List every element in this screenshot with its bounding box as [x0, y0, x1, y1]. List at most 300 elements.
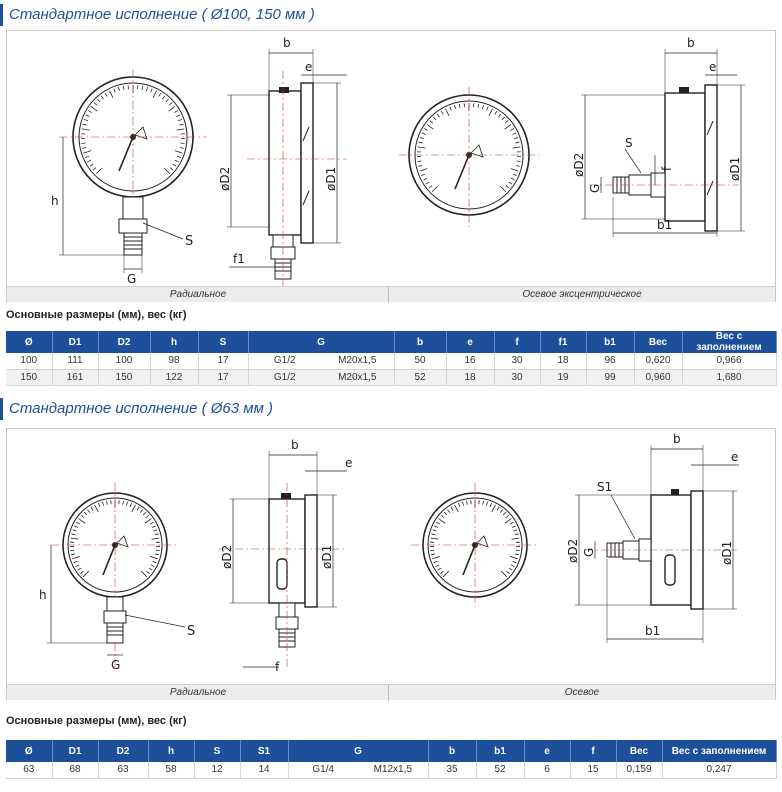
dial-tick: [74, 561, 78, 563]
dial-tick: [118, 87, 119, 91]
dial-tick: [511, 178, 515, 180]
dial-tick: [175, 151, 183, 153]
dial-tick: [513, 561, 517, 563]
dial-tick: [514, 530, 518, 531]
cell: 18: [540, 353, 586, 369]
dial-tick: [71, 554, 75, 555]
dial-tick: [155, 534, 159, 535]
dial-tick: [447, 509, 449, 512]
cell: 150: [6, 369, 52, 385]
dial-tick: [153, 561, 157, 563]
label-D1: øD1: [728, 156, 742, 181]
label-f: f: [275, 660, 280, 674]
drawing-frame-1: [6, 30, 776, 302]
dial-tick: [176, 129, 184, 130]
dial-tick: [462, 502, 463, 506]
dial-tick: [495, 111, 497, 114]
dial-tick: [444, 512, 447, 515]
dial-tick: [505, 121, 508, 124]
dial-tick: [423, 178, 427, 180]
dial-tick: [507, 571, 510, 574]
dial-tick: [512, 526, 516, 528]
dimensions-table-2: [6, 740, 777, 779]
caption-bar-1: [7, 286, 775, 302]
panel-axial-63: [389, 429, 775, 685]
col-header: f: [570, 740, 616, 762]
section-2-title: Стандартное исполнение ( Ø63 мм ): [0, 398, 273, 420]
cell: 99: [586, 369, 634, 385]
dial-tick: [149, 568, 152, 570]
table-title-1: Основные размеры (мм), вес (кг): [6, 309, 187, 321]
dial-tick: [91, 106, 97, 111]
label-S: S: [185, 234, 194, 249]
cell: 0,247: [662, 762, 776, 778]
dial-tick: [95, 505, 99, 512]
label-b1: b1: [645, 624, 661, 638]
col-header: Вес с заполнением: [662, 740, 776, 762]
col-header: D1: [52, 331, 98, 353]
label-S: S: [187, 624, 196, 639]
cell: 96: [586, 353, 634, 369]
gauge-front-view: [39, 483, 195, 672]
cell: 12: [194, 762, 240, 778]
dial-tick: [515, 534, 519, 535]
dial-tick: [156, 550, 160, 551]
col-header: D1: [52, 740, 98, 762]
dial-tick: [489, 109, 493, 116]
label-e: e: [345, 456, 353, 470]
dial-tick: [73, 530, 77, 531]
dial-tick: [152, 526, 156, 528]
table-title-2: Основные размеры (мм), вес (кг): [6, 715, 187, 727]
label-D1: øD1: [324, 166, 338, 191]
axial-gauge-63-drawing: [389, 429, 775, 685]
dial-tick: [482, 105, 483, 109]
col-header: D2: [98, 740, 148, 762]
dial-tick: [175, 160, 179, 162]
label-h: h: [39, 588, 47, 602]
dial-tick: [123, 501, 124, 505]
dial-tick: [516, 550, 520, 551]
dial-tick: [439, 519, 445, 524]
dial-tick: [515, 142, 519, 143]
label-b: b: [673, 432, 681, 446]
caption-bar-2: [7, 684, 775, 700]
drawing-frame-2: [6, 428, 776, 700]
dial-tick: [487, 107, 488, 111]
dial-tick: [454, 105, 455, 109]
cell: 100: [6, 353, 52, 369]
dial-tick: [483, 501, 484, 505]
dial-tick: [430, 121, 433, 124]
col-header: D2: [98, 331, 150, 353]
dial-tick: [154, 530, 158, 531]
radial-gauge-drawing: [7, 31, 389, 287]
label-b: b: [687, 36, 695, 50]
col-header: b1: [586, 331, 634, 353]
dial-tick: [105, 93, 107, 96]
col-header: b1: [476, 740, 524, 762]
cell: 30: [494, 369, 540, 385]
dial-tick: [87, 509, 89, 512]
dimensions-table-1: [6, 331, 777, 386]
col-header: G: [248, 331, 394, 353]
cell: 58: [148, 762, 194, 778]
cell: 6: [524, 762, 570, 778]
cell-thread: [288, 762, 428, 778]
dial-tick: [510, 556, 518, 558]
dial-tick: [137, 507, 139, 510]
dial-tick: [94, 103, 97, 106]
dial-tick: [132, 505, 136, 512]
cell: 0,960: [634, 369, 682, 385]
caption-radial: Радиальное: [169, 289, 227, 300]
dial-tick: [516, 165, 520, 166]
cell: 122: [150, 369, 198, 385]
gauge-side-view: [566, 432, 739, 643]
cell: 52: [394, 369, 446, 385]
dial-tick: [180, 147, 184, 148]
dial-tick: [98, 503, 99, 507]
dial-tick: [109, 91, 113, 98]
dial-tick: [511, 565, 515, 567]
dial-tick: [510, 129, 513, 131]
dial-tick: [440, 571, 443, 574]
table-row: [6, 369, 776, 385]
label-b: b: [283, 36, 291, 50]
col-header: Вес: [634, 331, 682, 353]
dial-tick: [441, 515, 444, 518]
cell: 50: [394, 353, 446, 369]
label-D2: øD2: [566, 538, 580, 563]
dial-tick: [150, 556, 158, 558]
dial-tick: [458, 503, 459, 507]
dial-tick: [455, 505, 459, 512]
dial-tick: [97, 99, 100, 102]
label-D1: øD1: [320, 544, 334, 569]
dial-tick: [87, 160, 91, 162]
dial-tick: [123, 86, 124, 90]
dial-tick: [433, 530, 437, 531]
cell: 17: [198, 369, 248, 385]
dial-tick: [164, 168, 170, 174]
dial-tick: [141, 571, 147, 577]
dial-tick: [441, 111, 443, 114]
cell: 30: [494, 353, 540, 369]
cell: 0,966: [682, 353, 776, 369]
dial-tick: [500, 509, 502, 512]
col-header: e: [524, 740, 570, 762]
dial-tick: [420, 137, 424, 138]
dial-tick: [422, 133, 426, 135]
label-e: e: [305, 60, 313, 74]
dial-tick: [427, 124, 433, 129]
dial-tick: [173, 164, 176, 166]
dial-tick: [71, 538, 79, 539]
dial-tick: [90, 164, 93, 166]
cell: 150: [98, 369, 150, 385]
cell: 100: [98, 353, 150, 369]
dial-tick: [419, 142, 423, 143]
dial-tick: [506, 186, 509, 189]
dial-tick: [509, 568, 512, 570]
dial-tick: [443, 571, 449, 577]
col-header: f1: [540, 331, 586, 353]
cell: 0,159: [616, 762, 662, 778]
dial-tick: [140, 509, 142, 512]
dial-tick: [512, 133, 516, 135]
dial-tick: [431, 554, 435, 555]
dial-tick: [166, 99, 169, 102]
dial-tick: [74, 526, 78, 528]
cell-thread: [248, 369, 394, 385]
dial-tick: [511, 169, 519, 171]
gauge-front-view: [411, 483, 539, 607]
dial-tick: [512, 538, 520, 539]
dial-tick: [143, 512, 146, 515]
dial-tick: [426, 182, 429, 184]
cell: 14: [240, 762, 288, 778]
dial-tick: [497, 507, 499, 510]
dial-tick: [517, 161, 521, 162]
col-header: S: [194, 740, 240, 762]
col-header: f: [494, 331, 540, 353]
cell: M20x1,5: [338, 355, 377, 367]
dial-tick: [81, 143, 85, 144]
panel-radial-100: [7, 31, 389, 287]
dial-tick: [93, 168, 96, 171]
dial-tick: [86, 115, 90, 117]
dial-tick: [78, 568, 81, 570]
dial-tick: [503, 512, 506, 515]
dial-tick: [153, 91, 157, 98]
dial-tick: [515, 554, 519, 555]
dial-tick: [72, 556, 80, 558]
col-header: h: [148, 740, 194, 762]
dial-tick: [145, 519, 151, 524]
dial-tick: [151, 89, 152, 93]
dial-tick: [498, 114, 500, 117]
cell: 63: [98, 762, 148, 778]
dial-tick: [418, 165, 422, 166]
table-row: [6, 353, 776, 369]
dial-tick: [445, 109, 449, 116]
col-header: Ø: [6, 331, 52, 353]
dial-tick: [176, 115, 180, 117]
radial-gauge-63-drawing: [7, 429, 389, 685]
label-D2: øD2: [572, 152, 586, 177]
gauge-front-view: [399, 87, 539, 227]
cell: 63: [6, 762, 52, 778]
cell: 68: [52, 762, 98, 778]
label-D2: øD2: [218, 166, 232, 191]
dial-tick: [421, 174, 425, 176]
cell: 0,620: [634, 353, 682, 369]
dial-tick: [84, 512, 87, 515]
dial-tick: [178, 119, 182, 120]
table-header-row: [6, 740, 776, 762]
dial-tick: [107, 501, 108, 505]
dial-tick: [130, 503, 131, 507]
dial-tick: [514, 137, 518, 138]
label-e: e: [709, 60, 717, 74]
dial-tick: [84, 151, 92, 153]
col-header: S1: [240, 740, 288, 762]
gauge-side-view: [572, 36, 745, 237]
dial-tick: [102, 502, 103, 506]
dial-tick: [438, 568, 441, 570]
gauge-front-view: [51, 69, 207, 286]
dial-tick: [101, 96, 103, 99]
cell: 161: [52, 369, 98, 385]
dial-tick: [85, 156, 89, 158]
panel-radial-63: [7, 429, 389, 685]
dial-tick: [486, 502, 487, 506]
dial-tick: [83, 571, 89, 577]
dial-tick: [82, 147, 86, 148]
col-header: b: [428, 740, 476, 762]
col-header: Вес: [616, 740, 662, 762]
gauge-side-view: [219, 438, 352, 674]
label-f: f: [660, 166, 674, 171]
cell: G1/2: [273, 355, 296, 367]
dial-tick: [431, 538, 439, 539]
dial-tick: [81, 515, 84, 518]
cell: 98: [150, 353, 198, 369]
dial-tick: [91, 507, 93, 510]
dial-tick: [114, 89, 115, 93]
cell: 111: [52, 353, 98, 369]
dial-tick: [76, 522, 79, 524]
dial-tick: [82, 129, 90, 130]
dial-tick: [70, 550, 74, 551]
dial-tick: [179, 124, 183, 125]
cell: 52: [476, 762, 524, 778]
dial-tick: [181, 143, 185, 144]
label-S1: S1: [597, 480, 613, 494]
dial-tick: [96, 168, 102, 174]
dial-tick: [436, 522, 439, 524]
dial-tick: [152, 538, 160, 539]
dial-tick: [150, 522, 153, 524]
col-header: Вес с заполнением: [682, 331, 776, 353]
dial-tick: [169, 106, 175, 111]
dial-tick: [505, 124, 511, 129]
dial-tick: [492, 505, 496, 512]
dial-tick: [436, 565, 440, 567]
dial-tick: [84, 119, 88, 120]
col-header: b: [394, 331, 446, 353]
cell-thread: [248, 353, 394, 369]
cell: G1/4: [312, 764, 335, 776]
dial-tick: [80, 571, 83, 574]
dial-tick: [459, 104, 460, 108]
caption-radial: Радиальное: [169, 687, 227, 698]
dial-tick: [147, 571, 150, 574]
cell: 19: [540, 369, 586, 385]
dial-tick: [429, 186, 432, 189]
col-header: S: [198, 331, 248, 353]
dial-tick: [418, 147, 426, 148]
dial-tick: [437, 114, 439, 117]
cell: 18: [446, 369, 494, 385]
cell: 1,680: [682, 369, 776, 385]
dial-tick: [505, 519, 511, 524]
cell: 35: [428, 762, 476, 778]
col-header: Ø: [6, 740, 52, 762]
dial-tick: [146, 87, 147, 91]
dial-tick: [88, 111, 91, 113]
caption-axial: Осевое: [564, 687, 600, 698]
dial-tick: [502, 117, 505, 120]
cell: 15: [570, 762, 616, 778]
col-header: G: [288, 740, 428, 762]
label-G: G: [588, 183, 602, 193]
dial-tick: [424, 129, 427, 131]
dial-tick: [417, 161, 421, 162]
dial-tick: [513, 174, 517, 176]
svg-text:h: h: [51, 194, 59, 208]
label-e: e: [731, 450, 739, 464]
caption-axial-eccentric: Осевое эксцентрическое: [522, 289, 642, 300]
label-G: G: [127, 272, 137, 286]
dial-tick: [506, 515, 509, 518]
dial-tick: [430, 550, 434, 551]
dial-tick: [169, 103, 172, 106]
dial-tick: [162, 96, 164, 99]
dial-tick: [433, 117, 436, 120]
dial-tick: [146, 515, 149, 518]
dial-tick: [170, 168, 173, 171]
dial-tick: [142, 86, 143, 90]
label-b: b: [291, 438, 299, 452]
section-1-title: Стандартное исполнение ( Ø100, 150 мм ): [0, 4, 315, 26]
dial-tick: [501, 571, 507, 577]
gauge-side-view: [218, 36, 347, 287]
dial-tick: [467, 501, 468, 505]
dial-tick: [177, 156, 181, 158]
cell: M12x1,5: [373, 764, 412, 776]
dial-tick: [431, 534, 435, 535]
dial-tick: [126, 502, 127, 506]
dial-tick: [151, 565, 155, 567]
dial-tick: [434, 561, 438, 563]
cell: 16: [446, 353, 494, 369]
col-header: h: [150, 331, 198, 353]
dial-tick: [478, 104, 479, 108]
dial-tick: [71, 534, 75, 535]
dial-tick: [451, 507, 453, 510]
dial-tick: [490, 503, 491, 507]
label-f1: f1: [233, 252, 245, 266]
col-header: e: [446, 331, 494, 353]
cell: 17: [198, 353, 248, 369]
axial-eccentric-drawing: [389, 31, 775, 287]
dial-tick: [174, 111, 177, 113]
dial-tick: [450, 107, 451, 111]
table-header-row: [6, 331, 776, 353]
cell: M20x1,5: [338, 371, 377, 383]
label-b1: b1: [657, 218, 673, 232]
dial-tick: [76, 565, 80, 567]
table-row: [6, 762, 776, 778]
dial-tick: [434, 526, 438, 528]
dial-tick: [512, 147, 520, 148]
label-D2: øD2: [220, 544, 234, 569]
panel-axial-eccentric-100: [389, 31, 775, 287]
dial-tick: [159, 93, 161, 96]
dial-tick: [432, 186, 438, 192]
